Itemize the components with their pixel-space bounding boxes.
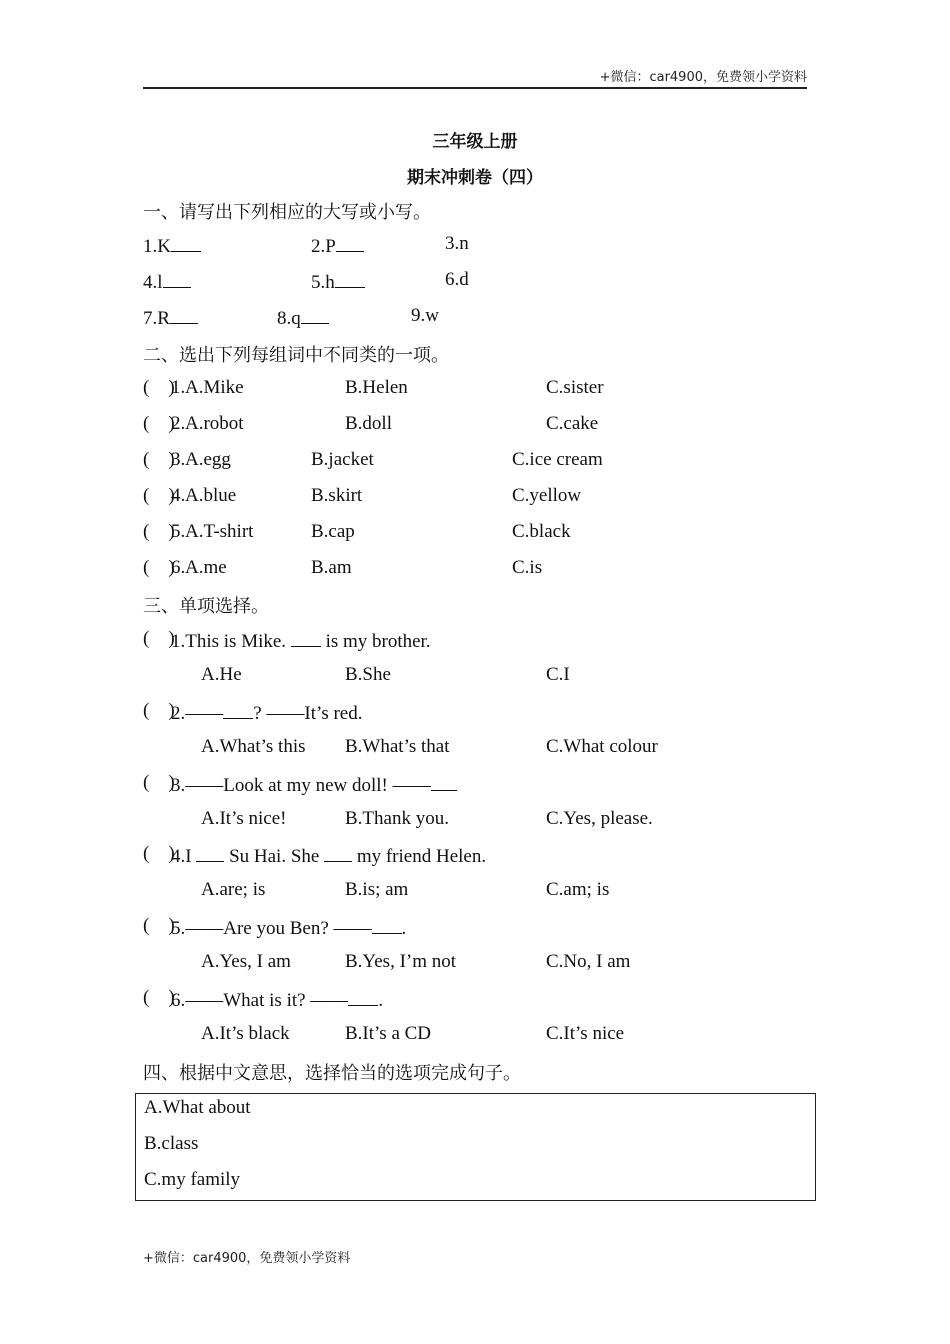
option-c: C.black — [512, 521, 571, 542]
footer-note: +微信：car4900，免费领小学资料 — [143, 1251, 351, 1266]
section4-heading: 四、根据中文意思，选择恰当的选项完成句子。 — [143, 1063, 521, 1084]
answer-blank[interactable] — [291, 628, 321, 647]
option-a: A.It’s black — [201, 1023, 290, 1044]
letter-item: 8.q — [277, 305, 329, 330]
answer-bracket[interactable]: ( ) — [143, 987, 175, 1008]
section1-row-1 — [0, 233, 950, 263]
question-number: 2. — [171, 703, 186, 724]
option-a: A.egg — [185, 449, 231, 470]
option-b: B.Thank you. — [345, 808, 449, 829]
classify-question-row — [0, 557, 950, 587]
question-part: my friend Helen. — [352, 846, 487, 867]
question-number: 1. — [171, 631, 186, 652]
answer-blank[interactable] — [171, 233, 201, 252]
option-b: B.am — [311, 557, 352, 578]
word-bank-box — [135, 1093, 816, 1201]
question-part: Su Hai. She — [224, 846, 325, 867]
answer-bracket[interactable]: ( ) — [143, 377, 175, 398]
option-c: C.is — [512, 557, 543, 578]
answer-bracket[interactable]: ( ) — [143, 485, 175, 506]
choice-question-row — [0, 772, 950, 802]
question-part: ——Are you Ben? —— — [185, 918, 372, 939]
choice-options-row — [0, 879, 950, 909]
option-b: B.is; am — [345, 879, 409, 900]
question-number: 5. — [171, 918, 186, 939]
option-c: C.am; is — [546, 879, 610, 900]
word-bank-option: C.my family — [144, 1169, 241, 1190]
answer-bracket[interactable]: ( ) — [143, 772, 175, 793]
answer-blank[interactable] — [223, 700, 253, 719]
classify-question-row — [0, 413, 950, 443]
question-number: 1. — [171, 377, 186, 398]
option-c: C.ice cream — [512, 449, 603, 470]
answer-blank[interactable] — [372, 915, 402, 934]
exam-title: 期末冲刺卷（四） — [407, 168, 543, 188]
word-bank-option: B.class — [144, 1133, 199, 1154]
classify-question-row — [0, 377, 950, 407]
answer-bracket[interactable]: ( ) — [143, 557, 175, 578]
option-c: C.I — [546, 664, 570, 685]
question-number: 2. — [171, 413, 186, 434]
word-bank-option: A.What about — [144, 1097, 251, 1118]
question-part: ? ——It’s red. — [253, 703, 363, 724]
option-a: A.are; is — [201, 879, 266, 900]
choice-question-row — [0, 700, 950, 730]
choice-question-row — [0, 987, 950, 1017]
option-c: C.It’s nice — [546, 1023, 625, 1044]
letter-item: 4.l — [143, 269, 191, 294]
answer-bracket[interactable]: ( ) — [143, 521, 175, 542]
option-c: C.What colour — [546, 736, 658, 757]
answer-blank[interactable] — [301, 305, 329, 324]
answer-blank[interactable] — [163, 269, 191, 288]
answer-bracket[interactable]: ( ) — [143, 413, 175, 434]
answer-blank[interactable] — [348, 987, 378, 1006]
question-number: 6. — [171, 990, 186, 1011]
answer-blank[interactable] — [170, 305, 198, 324]
option-b: B.Yes, I’m not — [345, 951, 457, 972]
section1-heading-line — [0, 198, 950, 228]
question-number: 6. — [171, 557, 186, 578]
question-text — [171, 628, 431, 653]
answer-blank[interactable] — [335, 269, 365, 288]
letter-item: 3.n — [445, 233, 469, 254]
section4-heading-line — [0, 1059, 950, 1089]
letter-item: 7.R — [143, 305, 198, 330]
option-c: C.Yes, please. — [546, 808, 653, 829]
option-b: B.jacket — [311, 449, 374, 470]
option-a: A.He — [201, 664, 242, 685]
option-c: C.sister — [546, 377, 604, 398]
classify-question-row — [0, 449, 950, 479]
section2-heading-line — [0, 341, 950, 371]
question-part: —— — [185, 703, 224, 724]
option-a: A.blue — [185, 485, 237, 506]
section3-heading: 三、单项选择。 — [143, 596, 269, 617]
option-a: A.me — [185, 557, 227, 578]
choice-question-row — [0, 628, 950, 658]
option-b: B.doll — [345, 413, 392, 434]
header-divider — [143, 87, 807, 89]
section1-row-3 — [0, 305, 950, 335]
option-c: C.yellow — [512, 485, 582, 506]
section3-heading-line — [0, 592, 950, 622]
option-c: C.cake — [546, 413, 599, 434]
question-text — [171, 700, 362, 725]
option-a: A.What’s this — [201, 736, 306, 757]
choice-options-row — [0, 664, 950, 694]
question-text — [171, 772, 457, 797]
section1-row-2 — [0, 269, 950, 299]
answer-blank[interactable] — [196, 843, 224, 862]
letter-item: 5.h — [311, 269, 365, 294]
question-number: 3. — [171, 449, 186, 470]
option-a: A.It’s nice! — [201, 808, 287, 829]
choice-question-row — [0, 843, 950, 873]
header-note: +微信：car4900，免费领小学资料 — [599, 70, 807, 85]
answer-blank[interactable] — [336, 233, 364, 252]
option-a: A.Mike — [185, 377, 244, 398]
answer-bracket[interactable]: ( ) — [143, 915, 175, 936]
option-a: A.robot — [185, 413, 244, 434]
question-number: 4. — [171, 485, 186, 506]
question-part: This is Mike. — [185, 631, 291, 652]
section1-heading: 一、请写出下列相应的大写或小写。 — [143, 202, 431, 223]
choice-question-row — [0, 915, 950, 945]
option-b: B.skirt — [311, 485, 363, 506]
question-part: I — [185, 846, 197, 867]
classify-question-row — [0, 485, 950, 515]
choice-options-row — [0, 951, 950, 981]
option-a: A.Yes, I am — [201, 951, 291, 972]
option-b: B.cap — [311, 521, 355, 542]
question-part: . — [378, 990, 384, 1011]
option-a: A.T-shirt — [185, 521, 254, 542]
classify-question-row — [0, 521, 950, 551]
question-number: 4. — [171, 846, 186, 867]
question-text — [171, 915, 406, 940]
question-number: 3. — [171, 775, 186, 796]
question-text — [171, 987, 383, 1012]
section2-heading: 二、选出下列每组词中不同类的一项。 — [143, 345, 449, 366]
option-c: C.No, I am — [546, 951, 631, 972]
answer-blank[interactable] — [324, 843, 352, 862]
letter-item: 6.d — [445, 269, 469, 290]
letter-item: 2.P — [311, 233, 364, 258]
letter-item: 1.K — [143, 233, 201, 258]
question-part: . — [401, 918, 407, 939]
answer-blank[interactable] — [431, 772, 457, 791]
option-b: B.Helen — [345, 377, 408, 398]
choice-options-row — [0, 736, 950, 766]
question-text — [171, 843, 486, 868]
answer-bracket[interactable]: ( ) — [143, 449, 175, 470]
option-b: B.What’s that — [345, 736, 450, 757]
choice-options-row — [0, 808, 950, 838]
grade-title: 三年级上册 — [432, 132, 518, 152]
question-part: is my brother. — [320, 631, 431, 652]
answer-bracket[interactable]: ( ) — [143, 843, 175, 864]
question-part: ——Look at my new doll! —— — [185, 775, 431, 796]
question-number: 5. — [171, 521, 186, 542]
letter-item: 9.w — [411, 305, 439, 326]
question-part: ——What is it? —— — [185, 990, 349, 1011]
answer-bracket[interactable]: ( ) — [143, 628, 175, 649]
option-b: B.It’s a CD — [345, 1023, 432, 1044]
option-b: B.She — [345, 664, 391, 685]
answer-bracket[interactable]: ( ) — [143, 700, 175, 721]
choice-options-row — [0, 1023, 950, 1053]
